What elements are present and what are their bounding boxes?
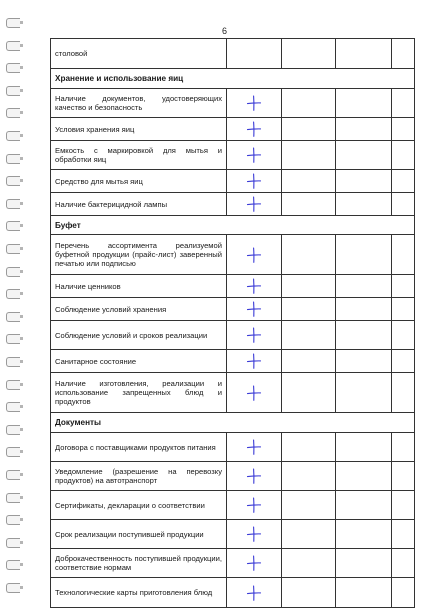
empty-cell [392, 89, 415, 118]
empty-cell [336, 39, 392, 69]
spiral-binding [0, 0, 24, 600]
empty-cell [336, 298, 392, 321]
empty-cell [282, 549, 336, 578]
empty-cell [392, 298, 415, 321]
binding-ring [6, 289, 20, 299]
handwritten-plus-mark [245, 120, 263, 138]
binding-ring [6, 154, 20, 164]
criterion-label: Наличие документов, удостоверяющих качество и безопасность [51, 89, 227, 118]
criterion-label: Наличие изготовления, реализации и использование запрещенных блюд и продуктов [51, 373, 227, 413]
handwritten-plus-mark [245, 277, 263, 295]
criterion-label: Санитарное состояние [51, 350, 227, 373]
criterion-label: Соблюдение условий хранения [51, 298, 227, 321]
empty-cell [336, 118, 392, 141]
checklist-sheet [50, 38, 415, 608]
binding-ring [6, 583, 20, 593]
checklist-row [51, 373, 415, 413]
binding-ring [6, 312, 20, 322]
checklist-row [51, 462, 415, 491]
empty-cell [282, 170, 336, 193]
checklist-table [50, 38, 415, 608]
empty-cell [336, 193, 392, 216]
empty-cell [282, 491, 336, 520]
checklist-row [51, 520, 415, 549]
binding-ring [6, 447, 20, 457]
handwritten-plus-mark [245, 352, 263, 370]
checklist-row [51, 433, 415, 462]
criterion-label: Наличие ценников [51, 275, 227, 298]
binding-ring [6, 18, 20, 28]
empty-cell [336, 491, 392, 520]
binding-ring [6, 221, 20, 231]
mark-cell [227, 520, 282, 549]
empty-cell [392, 275, 415, 298]
page-number: 6 [222, 26, 228, 36]
empty-cell [282, 350, 336, 373]
empty-cell [336, 89, 392, 118]
binding-ring [6, 560, 20, 570]
empty-cell [336, 275, 392, 298]
empty-cell [336, 141, 392, 170]
binding-ring [6, 267, 20, 277]
binding-ring [6, 41, 20, 51]
empty-cell [392, 491, 415, 520]
empty-cell [282, 275, 336, 298]
empty-cell [336, 520, 392, 549]
mark-cell [227, 462, 282, 491]
criterion-label: Наличие бактерицидной лампы [51, 193, 227, 216]
binding-ring [6, 357, 20, 367]
section-title: Буфет [51, 216, 415, 235]
handwritten-plus-mark [245, 467, 263, 485]
mark-cell [227, 350, 282, 373]
criterion-label: Сертификаты, декларации о соответствии [51, 491, 227, 520]
mark-cell [227, 193, 282, 216]
checklist-row [51, 491, 415, 520]
checklist-row [51, 298, 415, 321]
empty-cell [392, 549, 415, 578]
empty-cell [392, 118, 415, 141]
criterion-label: Срок реализации поступившей продукции [51, 520, 227, 549]
checklist-row [51, 193, 415, 216]
empty-cell [282, 298, 336, 321]
empty-cell [336, 549, 392, 578]
checklist-row [51, 321, 415, 350]
empty-cell [392, 433, 415, 462]
handwritten-plus-mark [245, 94, 263, 112]
handwritten-plus-mark [245, 195, 263, 213]
empty-cell [336, 578, 392, 608]
empty-cell [336, 462, 392, 491]
checklist-row [51, 170, 415, 193]
checklist-row [51, 275, 415, 298]
checklist-row [51, 350, 415, 373]
empty-cell [392, 141, 415, 170]
handwritten-plus-mark [245, 584, 263, 602]
section-title: Хранение и использование яиц [51, 69, 415, 89]
checklist-row [51, 578, 415, 608]
checklist-row [51, 118, 415, 141]
binding-ring [6, 380, 20, 390]
criterion-label: Условия хранения яиц [51, 118, 227, 141]
criterion-label: Средство для мытья яиц [51, 170, 227, 193]
empty-cell [392, 373, 415, 413]
empty-cell [392, 321, 415, 350]
criterion-label: Перечень ассортимента реализуемой буфетной продукции (прайс-лист) заверенный печатью или подписью [51, 235, 227, 275]
empty-cell [336, 350, 392, 373]
criterion-label: Уведомление (разрешение на перевозку продуктов) на автотранспорт [51, 462, 227, 491]
binding-ring [6, 108, 20, 118]
binding-ring [6, 334, 20, 344]
empty-cell [282, 373, 336, 413]
empty-cell [336, 373, 392, 413]
checklist-row [51, 235, 415, 275]
binding-ring [6, 470, 20, 480]
mark-cell [227, 491, 282, 520]
mark-cell [227, 118, 282, 141]
checklist-row [51, 39, 415, 69]
handwritten-plus-mark [245, 246, 263, 264]
empty-cell [282, 89, 336, 118]
empty-cell [282, 118, 336, 141]
criterion-label: Емкость с маркировкой для мытья и обработки яиц [51, 141, 227, 170]
checklist-row [51, 89, 415, 118]
empty-cell [336, 235, 392, 275]
handwritten-plus-mark [245, 438, 263, 456]
mark-cell [227, 578, 282, 608]
empty-cell [282, 193, 336, 216]
empty-cell [336, 321, 392, 350]
binding-ring [6, 402, 20, 412]
binding-ring [6, 493, 20, 503]
handwritten-plus-mark [245, 326, 263, 344]
empty-cell [392, 170, 415, 193]
section-header-row [51, 69, 415, 89]
handwritten-plus-mark [245, 172, 263, 190]
handwritten-plus-mark [245, 496, 263, 514]
binding-ring [6, 63, 20, 73]
empty-cell [336, 170, 392, 193]
empty-cell [336, 433, 392, 462]
empty-cell [282, 235, 336, 275]
empty-cell [392, 578, 415, 608]
section-header-row [51, 413, 415, 433]
empty-cell [282, 520, 336, 549]
binding-ring [6, 176, 20, 186]
empty-cell [282, 578, 336, 608]
handwritten-plus-mark [245, 384, 263, 402]
handwritten-plus-mark [245, 554, 263, 572]
handwritten-plus-mark [245, 525, 263, 543]
mark-cell [227, 89, 282, 118]
binding-ring [6, 199, 20, 209]
criterion-label: Доброкачественность поступившей продукции, соответствие нормам [51, 549, 227, 578]
criterion-label: столовой [51, 39, 227, 69]
empty-cell [392, 350, 415, 373]
empty-cell [282, 141, 336, 170]
binding-ring [6, 86, 20, 96]
mark-cell [227, 298, 282, 321]
mark-cell [227, 321, 282, 350]
empty-cell [282, 462, 336, 491]
mark-cell [227, 549, 282, 578]
mark-cell [227, 373, 282, 413]
mark-cell [227, 141, 282, 170]
mark-cell [227, 433, 282, 462]
empty-cell [392, 235, 415, 275]
binding-ring [6, 425, 20, 435]
mark-cell [227, 170, 282, 193]
empty-cell [392, 39, 415, 69]
empty-cell [282, 321, 336, 350]
criterion-label: Технологические карты приготовления блюд [51, 578, 227, 608]
handwritten-plus-mark [245, 146, 263, 164]
mark-cell [227, 39, 282, 69]
criterion-label: Договора с поставщиками продуктов питания [51, 433, 227, 462]
binding-ring [6, 515, 20, 525]
empty-cell [282, 39, 336, 69]
handwritten-plus-mark [245, 300, 263, 318]
checklist-row [51, 141, 415, 170]
empty-cell [392, 462, 415, 491]
binding-ring [6, 131, 20, 141]
binding-ring [6, 538, 20, 548]
mark-cell [227, 275, 282, 298]
section-header-row [51, 216, 415, 235]
mark-cell [227, 235, 282, 275]
empty-cell [392, 193, 415, 216]
checklist-row [51, 549, 415, 578]
binding-ring [6, 244, 20, 254]
section-title: Документы [51, 413, 415, 433]
empty-cell [282, 433, 336, 462]
empty-cell [392, 520, 415, 549]
criterion-label: Соблюдение условий и сроков реализации [51, 321, 227, 350]
